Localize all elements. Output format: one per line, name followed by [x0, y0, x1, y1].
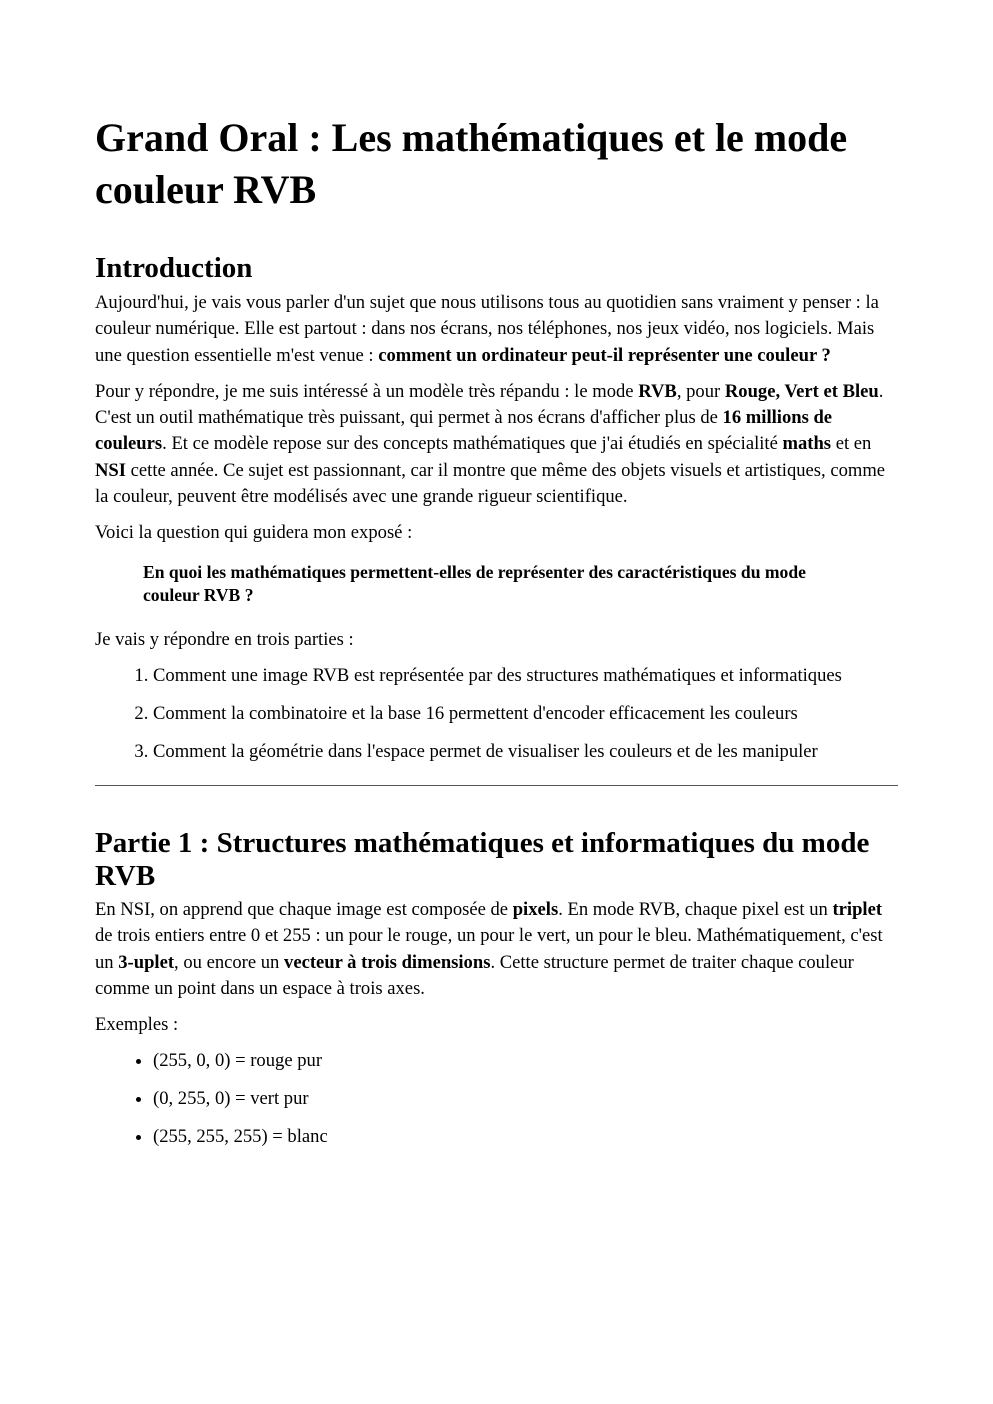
intro-p2-bold-2: Rouge, Vert et Bleu: [724, 380, 879, 402]
intro-p2-text-6: cette année. Ce sujet est passionnant, car il montre que même des objets visuels et artistiques, comme la couleur, peuvent être modélisés avec une grande rigueur scientifique.: [95, 459, 886, 508]
list-item: 1. Comment une image RVB est représentée par des structures mathématiques et informatiques: [153, 663, 898, 689]
p1-text-4: , ou encore un: [174, 951, 285, 973]
p1-text-1: En NSI, on apprend que chaque image est composée de: [95, 898, 513, 920]
partie-1-paragraph: [95, 897, 898, 1002]
intro-p2-text-3: . C'est un outil mathématique très puissant, qui permet à nos écrans d'afficher plus de: [95, 380, 884, 429]
p1-bold-2: triplet: [832, 898, 883, 920]
parts-list: [95, 663, 898, 765]
intro-p2-bold-5: NSI: [95, 459, 127, 481]
p1-text-2: . En mode RVB, chaque pixel est un: [558, 898, 833, 920]
intro-p2-bold-3: 16 millions de couleurs: [95, 407, 833, 455]
intro-p2-text-4: . Et ce modèle repose sur des concepts mathématiques que j'ai étudiés en spécialité: [162, 433, 783, 455]
intro-paragraph-4: Je vais y répondre en trois parties :: [95, 628, 354, 650]
intro-p1-text: Aujourd'hui, je vais vous parler d'un sujet que nous utilisons tous au quotidien sans vraiment y penser : la couleur numérique. Elle est partout : dans nos écrans, nos téléphones, nos jeux vidéo, nos logiciels. Mais une question essentielle m'est venue :: [95, 292, 879, 366]
p1-bold-3: 3-uplet: [118, 951, 175, 973]
intro-paragraph-1: [95, 290, 898, 369]
document-page: [95, 112, 898, 1162]
intro-p1-bold: comment un ordinateur peut-il représenter une couleur ?: [378, 344, 831, 366]
list-item: 3. Comment la géométrie dans l'espace permet de visualiser les couleurs et de les manipuler: [153, 739, 898, 765]
partie-1-heading: Partie 1 : Structures mathématiques et informatiques du mode RVB: [95, 826, 870, 892]
intro-p2-bold-4: maths: [782, 433, 832, 455]
list-item: • (255, 0, 0) = rouge pur: [153, 1048, 898, 1074]
p1-bold-1: pixels: [512, 898, 559, 920]
intro-p2-bold-1: RVB: [638, 380, 677, 402]
page-title: Grand Oral : Les mathématiques et le mode couleur RVB: [95, 115, 848, 212]
intro-p2-text-1: Pour y répondre, je me suis intéressé à un modèle très répandu : le mode: [95, 380, 639, 402]
p1-bold-4: vecteur à trois dimensions: [284, 951, 491, 973]
intro-p2-text-5: et en: [831, 433, 872, 455]
section-divider: [95, 785, 898, 786]
intro-paragraph-3: Voici la question qui guidera mon exposé :: [95, 522, 413, 544]
p1-text-5: . Cette structure permet de traiter chaque couleur comme un point dans un espace à trois axes.: [95, 951, 854, 999]
introduction-heading: Introduction: [95, 252, 253, 284]
examples-list: [95, 1048, 898, 1150]
problem-question: En quoi les mathématiques permettent-elles de représenter des caractéristiques du mode couleur RVB ?: [143, 561, 806, 605]
examples-label: Exemples :: [95, 1014, 179, 1036]
intro-paragraph-2: [95, 379, 898, 510]
intro-p2-text-2: , pour: [676, 380, 725, 402]
list-item: • (255, 255, 255) = blanc: [153, 1124, 898, 1150]
list-item: 2. Comment la combinatoire et la base 16 permettent d'encoder efficacement les couleurs: [153, 701, 898, 727]
p1-text-3: de trois entiers entre 0 et 255 : un pour le rouge, un pour le vert, un pour le bleu. Mathématiquement, c'est un: [95, 925, 883, 973]
list-item: • (0, 255, 0) = vert pur: [153, 1086, 898, 1112]
